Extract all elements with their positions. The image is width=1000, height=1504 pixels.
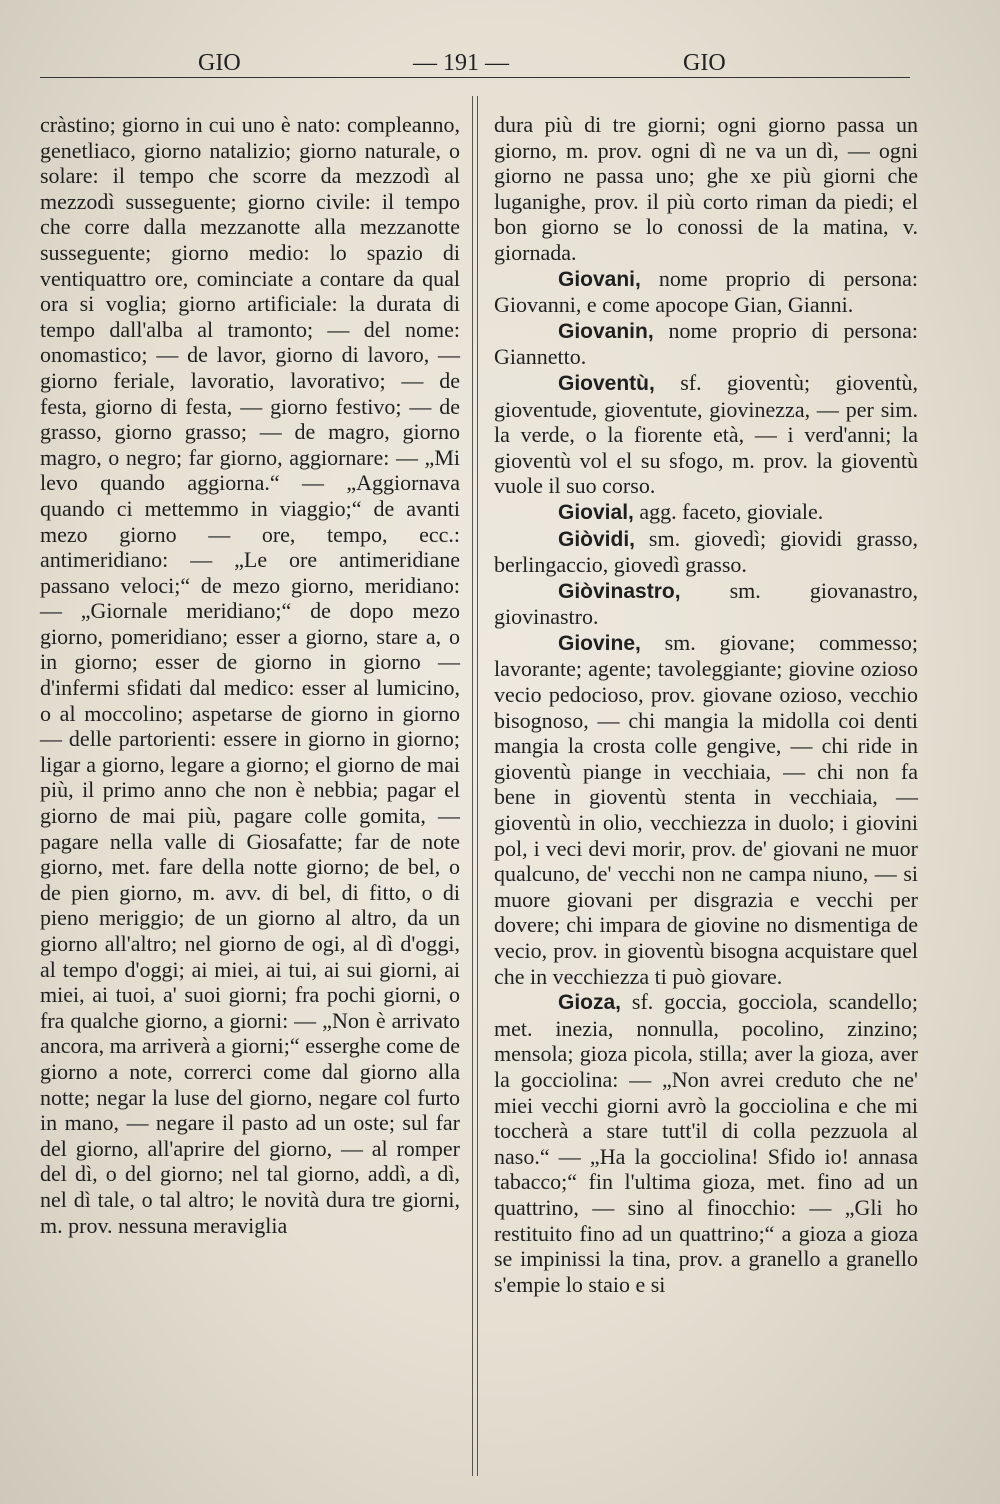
- headword: Giovani,: [558, 267, 641, 291]
- headword: Giovial,: [558, 500, 634, 524]
- entry-giovidi: [494, 526, 918, 578]
- entry-body: agg. faceto, gioviale.: [633, 498, 824, 524]
- entry-body: nome proprio di persona: Giannetto.: [494, 317, 918, 370]
- entry-giovani: [494, 266, 918, 318]
- headword: Gioventù,: [558, 371, 655, 395]
- entry-body: sm. giovedì; giovidi grasso, berlingaccio, giovedì grasso.: [494, 525, 918, 578]
- headword: Gioza,: [558, 991, 622, 1015]
- entry-giovial: [494, 499, 918, 526]
- entry-gioventu: [494, 370, 918, 499]
- left-column: [40, 112, 460, 1238]
- page-number: — 191 —: [413, 50, 509, 76]
- entry-body: sm. giovanastro, giovinastro.: [494, 577, 918, 630]
- header-left-guideword: GIO: [198, 50, 241, 76]
- header-right-guideword: GIO: [683, 50, 726, 76]
- entry-body: sf. gioventù; gioventù, gioventude, gioventute, giovinezza, — per sim. la verde, o la fiorente età, — i verd'anni; la gioventù vol el su sfogo, m. prov. la gioventù vuole il suo corso.: [494, 369, 918, 499]
- continuation-text: dura più di tre giorni; ogni giorno passa un giorno, m. prov. ogni dì ne va un dì, — ogni giorno ne passa uno; ghe xe più giorni che luganighe, prov. il più corto riman da piedi; el bon giorno se lo conossi de la matina, v. giornada.: [494, 112, 918, 265]
- entry-giovanin: [494, 318, 918, 370]
- entry-gioza: [494, 989, 918, 1297]
- headword: Giòvinastro,: [558, 579, 681, 603]
- entry-body: nome proprio di persona: Giovanni, e come apocope Gian, Gianni.: [494, 265, 918, 318]
- entry-body: sm. giovane; commesso; lavorante; agente; tavoleggiante; giovine ozioso vecio pedocioso, prov. giovane ozioso, vecchio bisognoso, — chi mangia la midolla coi denti mangia la crosta colle gengive, — chi ride in gioventù piange in vecchiaia, — chi non fa bene in gioventù stenta in vecchiaia, — gioventù in olio, vecchiezza in duolo; i giovini pol, i veci devi morir, prov. de' giovani ne muor qualcuno, de' vecchi non ne campa niuno, — si muore giovani per disgrazia e vecchi per dovere; chi impara de giovine no dismentiga de vecio, prov. in gioventù bisogna acquistare quel che in vecchiezza ti può giovare.: [494, 629, 918, 989]
- page-header: [40, 46, 910, 80]
- header-rule: [40, 77, 910, 78]
- entry-body: sf. goccia, gocciola, scandello; met. inezia, nonnulla, pocolino, zinzino; mensola; gioza picola, stilla; aver la gioza, aver la gocciolina: — „Non avrei creduto che ne' miei vecchi giorni avrò la gocciolina e che mi toccherà a stare tutt'il di colla pezzuola al naso.“ — „Ha la gocciolina! Sfido io! annasa tabacco;“ fin l'ultima gioza, met. fino ad un quattrino, — sino al finocchio: — „Gli ho restituito fino ad un quattrino;“ a gioza a gioza se impinissi la tina, prov. a granello a granello s'empie lo staio e si: [494, 989, 918, 1297]
- headword: Giovine,: [558, 631, 641, 655]
- left-column-text: cràstino; giorno in cui uno è nato: compleanno, genetliaco, giorno natalizio; giorno naturale, o solare: il tempo che scorre da mezzodì al mezzodì susseguente; giorno civile: il tempo che corre dalla mezzanotte alla mezzanotte susseguente; giorno medio: lo spazio di ventiquattro ore, cominciate a contare da qual ora si voglia; giorno artificiale: la durata di tempo dall'alba al tramonto; — del nome: onomastico; — de lavor, giorno di lavoro, — giorno feriale, lavoratio, lavorativo; — de festa, giorno di festa, — giorno festivo; — de grasso, giorno grasso; — de magro, giorno magro, o negro; far giorno, aggiornare: — „Mi levo quando aggiorna.“ — „Aggiornava quando ci mettemmo in viaggio;“ de avanti mezo giorno — ore, tempo, ecc.: antimeridiano: — „Le ore antimeridiane passano veloci;“ de mezo giorno, meridiano: — „Giornale meridiano;“ de dopo mezo giorno, pomeridiano; esser a giorno, stare a, o in giorno; esser de giorno in giorno — d'infermi sfidati dal medico: esser al lumicino, o al moccolino; aspetarse de giorno in giorno — delle partorienti: essere in giorno in giorno; ligar a giorno, legare a giorno; el giorno de mai più, il primo anno che non è nebbia; pagar el giorno de mai più, pagare colle gomita, — pagare nella valle di Giosafatte; far de note giorno, met. fare della notte giorno; de bel, o de pien giorno, m. avv. di bel, di fitto, o di pieno meriggio; de un giorno al altro, da un giorno all'altro; nel giorno de ogi, al dì d'oggi, al tempo d'oggi; ai miei, ai tui, ai sui giorni, ai miei, ai tuoi, a' suoi giorni; fra pochi giorni, o fra qualche giorno, a giorni: — „Non è arrivato ancora, ma arriverà a giorni;“ esserghe come de giorno a note, correrci come dal giorno alla notte; negar la luse del giorno, negare col furto in mano, — negare il pasto ad un oste; sul far del giorno, all'aprire del giorno, — al romper del dì, o del giorno; nel tal giorno, addì, a dì, nel dì tale, o tal altro; le novità dura tre giorni, m. prov. nessuna meraviglia: [40, 112, 460, 1238]
- entry-giovine: [494, 630, 918, 989]
- right-column: [494, 112, 918, 1297]
- entry-giovinastro: [494, 578, 918, 630]
- column-divider: [472, 96, 478, 1476]
- headword: Giovanin,: [558, 319, 654, 343]
- headword: Giòvidi,: [558, 527, 636, 551]
